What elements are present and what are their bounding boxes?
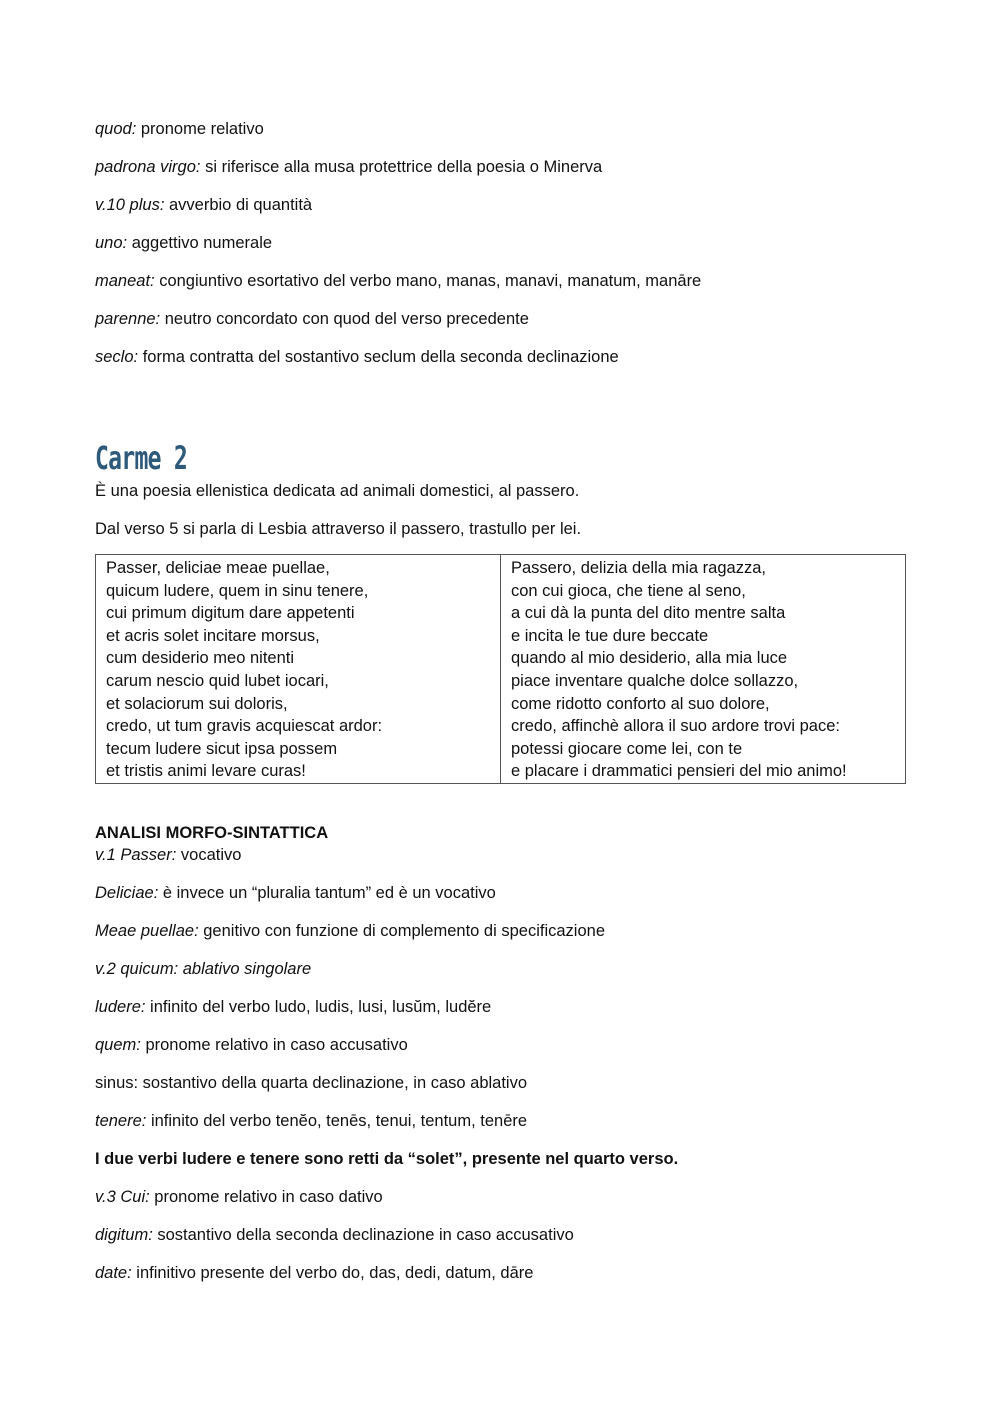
note-term: seclo: (95, 348, 139, 366)
analysis-line (95, 1186, 906, 1208)
latin-column (96, 555, 501, 784)
note-line (95, 270, 906, 292)
latin-verse: cui primum digitum dare appetenti (106, 604, 355, 623)
note-text: congiuntivo esortativo del verbo mano, manas, manavi, manatum, manāre (154, 272, 702, 290)
analysis-line (95, 1262, 906, 1284)
analysis-term: date: (95, 1263, 132, 1282)
italian-verse: potessi giocare come lei, con te (511, 739, 743, 758)
latin-verse: tecum ludere sicut ipsa possem (106, 739, 338, 758)
note-text: aggettivo numerale (127, 234, 273, 252)
analysis-term: tenere: (95, 1111, 147, 1130)
analysis-text: è invece un “pluralia tantum” ed è un vocativo (158, 883, 496, 902)
latin-verse: Passer, deliciae meae puellae, (106, 559, 330, 577)
latin-verse: credo, ut tum gravis acquiescat ardor: (106, 717, 383, 736)
italian-verse: e placare i drammatici pensieri del mio animo! (511, 762, 847, 781)
note-term: quod: (95, 120, 137, 138)
intro-line: Dal verso 5 si parla di Lesbia attraverso il passero, trastullo per lei. (95, 520, 582, 538)
note-term: padrona virgo: (95, 158, 201, 176)
italian-verse: a cui dà la punta del dito mentre salta (511, 604, 786, 623)
analysis-line (95, 844, 906, 866)
latin-verse: et tristis animi levare curas! (106, 762, 306, 781)
analysis-text: infinito del verbo ludo, ludis, lusi, lusŭm, ludĕre (145, 997, 492, 1016)
document-page (95, 118, 906, 1284)
note-term: uno: (95, 234, 128, 252)
analysis-text: sostantivo della seconda declinazione in caso accusativo (152, 1225, 574, 1244)
analysis-term: quem: (95, 1035, 141, 1054)
latin-verse: et acris solet incitare morsus, (106, 626, 320, 645)
note-line (95, 156, 906, 178)
note-text: pronome relativo (136, 120, 264, 138)
section-heading: Carme 2 (95, 439, 188, 477)
note-line (95, 194, 906, 216)
analysis-line-bold (95, 1148, 906, 1170)
italian-verse: credo, affinchè allora il suo ardore trovi pace: (511, 717, 840, 736)
intro-line: È una poesia ellenistica dedicata ad animali domestici, al passero. (95, 482, 580, 500)
note-line (95, 346, 906, 368)
latin-verse: carum nescio quid lubet iocari, (106, 671, 329, 690)
latin-verse: et solaciorum sui doloris, (106, 694, 288, 713)
analysis-line (95, 1072, 906, 1094)
italian-verse: quando al mio desiderio, alla mia luce (511, 649, 788, 668)
analysis-line (95, 996, 906, 1018)
analysis-line (95, 1110, 906, 1132)
analysis-line (95, 1034, 906, 1056)
analysis-text: I due verbi ludere e tenere sono retti da “solet”, presente nel quarto verso. (95, 1149, 679, 1168)
table-row (96, 555, 906, 784)
analysis-term: Meae puellae: (95, 921, 199, 940)
notes-top (95, 118, 906, 368)
italian-verse: con cui gioca, che tiene al seno, (511, 581, 746, 600)
analysis-term: v.2 quicum: ablativo singolare (95, 959, 312, 978)
analysis-line (95, 1224, 906, 1246)
analysis-text: sinus: sostantivo della quarta declinazione, in caso ablativo (95, 1073, 528, 1092)
analysis-text: genitivo con funzione di complemento di specificazione (198, 921, 605, 940)
note-line (95, 232, 906, 254)
latin-verse: cum desiderio meo nitenti (106, 649, 295, 668)
poem-table (95, 554, 906, 784)
italian-column (501, 555, 906, 784)
analysis-text: pronome relativo in caso dativo (149, 1187, 383, 1206)
italian-verse: piace inventare qualche dolce sollazzo, (511, 671, 799, 690)
note-line (95, 118, 906, 140)
analysis-text: vocativo (176, 845, 242, 864)
analysis-term: Deliciae: (95, 883, 159, 902)
analysis-text: infinitivo presente del verbo do, das, dedi, datum, dāre (131, 1263, 534, 1282)
note-text: si riferisce alla musa protettrice della poesia o Minerva (200, 158, 603, 176)
latin-verse: quicum ludere, quem in sinu tenere, (106, 581, 369, 600)
analysis-line (95, 882, 906, 904)
note-term: parenne: (95, 310, 161, 328)
analysis-term: ludere: (95, 997, 146, 1016)
analysis-term: digitum: (95, 1225, 153, 1244)
italian-verse: e incita le tue dure beccate (511, 626, 709, 645)
analysis-text: infinito del verbo tenĕo, tenēs, tenui, tentum, tenēre (146, 1111, 528, 1130)
note-line (95, 308, 906, 330)
analysis-line (95, 920, 906, 942)
italian-verse: Passero, delizia della mia ragazza, (511, 559, 766, 577)
analysis-line (95, 958, 906, 980)
note-term: v.10 plus: (95, 196, 165, 214)
analysis-title: ANALISI MORFO-SINTATTICA (95, 823, 329, 842)
note-text: neutro concordato con quod del verso precedente (160, 310, 529, 328)
note-text: forma contratta del sostantivo seclum della seconda declinazione (138, 348, 619, 366)
analysis-term: v.1 Passer: (95, 845, 177, 864)
italian-verse: come ridotto conforto al suo dolore, (511, 694, 770, 713)
note-term: maneat: (95, 272, 155, 290)
analysis-text: pronome relativo in caso accusativo (140, 1035, 408, 1054)
analysis-term: v.3 Cui: (95, 1187, 150, 1206)
note-text: avverbio di quantità (164, 196, 313, 214)
